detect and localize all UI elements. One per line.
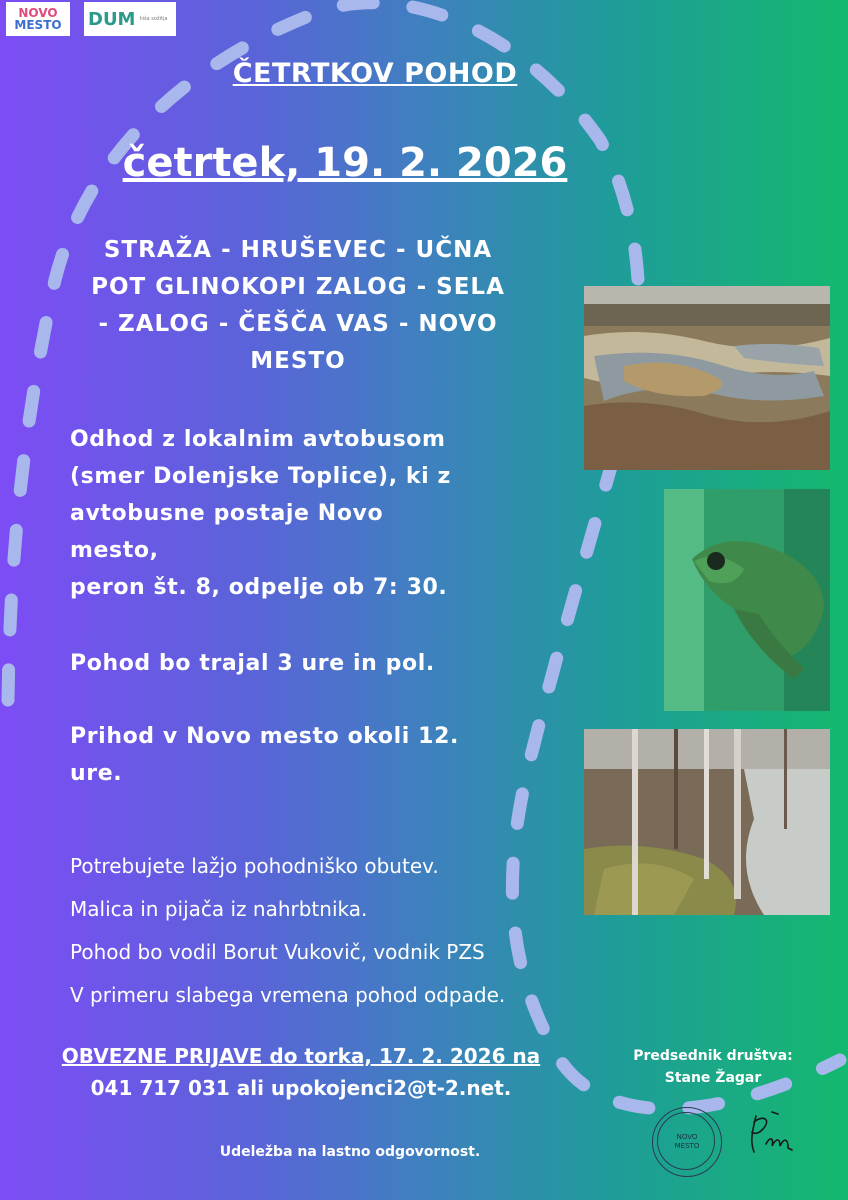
departure-info: Odhod z lokalnim avtobusom (smer Dolenjske Toplice), ki z avtobusne postaje Novo mesto, peron št. 8, odpelje ob 7: 30.	[70, 427, 451, 600]
signature	[742, 1108, 800, 1156]
frog-photo	[664, 489, 830, 711]
footer-disclaimer: Udeležba na lastno odgovornost.	[219, 1144, 481, 1160]
note-item: V primeru slabega vremena pohod odpade.	[70, 983, 506, 1007]
page-title: ČETRTKOV POHOD	[232, 58, 518, 89]
notes-list	[70, 845, 505, 1017]
forest-pond-photo	[584, 729, 830, 915]
route-line: - ZALOG - ČEŠČA VAS - NOVO	[98, 311, 498, 337]
note-item: Malica in pijača iz nahrbtnika.	[70, 897, 368, 921]
president-name: Stane Žagar	[664, 1070, 762, 1086]
dum-logo: DUM hiša sožitja	[84, 2, 176, 36]
route-line: STRAŽA - HRUŠEVEC - UČNA	[103, 237, 493, 263]
novo-mesto-logo: NOVO MESTO	[6, 2, 70, 36]
route-line: POT GLINOKOPI ZALOG - SELA	[91, 274, 505, 300]
event-date: četrtek, 19. 2. 2026	[122, 140, 568, 186]
signup-contact: 041 717 031 ali upokojenci2@t-2.net.	[90, 1076, 512, 1100]
president-block	[618, 1045, 808, 1089]
signup-deadline: OBVEZNE PRIJAVE do torka, 17. 2. 2026 na	[61, 1044, 541, 1068]
arrival-info: Prihod v Novo mesto okoli 12. ure.	[70, 724, 459, 786]
route-description	[66, 232, 530, 380]
note-item: Pohod bo vodil Borut Vukovič, vodnik PZS	[70, 940, 485, 964]
wetland-photo	[584, 286, 830, 470]
president-label: Predsednik društva:	[633, 1048, 793, 1064]
duration-info: Pohod bo trajal 3 ure in pol.	[70, 651, 435, 676]
logo-bar	[6, 2, 176, 36]
route-line: MESTO	[250, 348, 346, 374]
note-item: Potrebujete lažjo pohodniško obutev.	[70, 854, 439, 878]
society-stamp: NOVO MESTO	[652, 1107, 722, 1177]
signup-info	[56, 1040, 546, 1104]
